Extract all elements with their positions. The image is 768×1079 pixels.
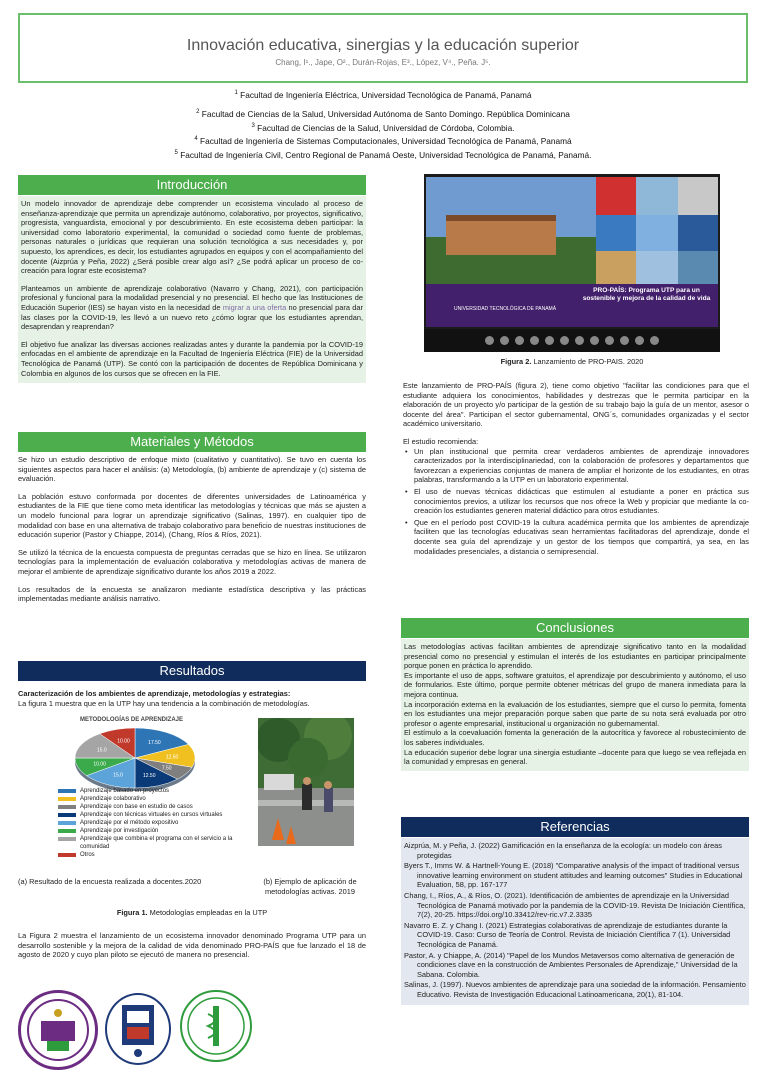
recommendation-list xyxy=(403,447,749,557)
utp-seal-icon xyxy=(21,993,95,1067)
list-item: • El uso de nuevas técnicas didácticas que estimulen al estudiante a poner en práctica sus conocimientos previos, a utilizar los recursos que nos ofrece la Web y propiciar que mediante la co-creación los estudiantes generen material didáctico para otros estudiantes. xyxy=(403,487,749,516)
right-body xyxy=(403,381,749,558)
propais-banner-title: PRO-PAÍS: Programa UTP para un sostenible y mejora de la calidad de vida xyxy=(582,287,711,302)
recommendation-title: El estudio recomienda: xyxy=(403,436,479,446)
participant-avatar xyxy=(605,336,614,345)
legend-label: Aprendizaje por investigación xyxy=(80,828,159,834)
methods-para-1: Se hizo un estudio descriptivo de enfoque mixto (cualitativo y cuantitativo). Se tuvo en cuenta los siguientes aspectos para hacer el análisis: (a) Metodología, (b) ambiente de aprendizaje y (c) sistema de evaluación. xyxy=(18,455,366,484)
conclusions-heading: Conclusiones xyxy=(401,618,749,638)
legend-label: Aprendizaje basado en proyectos xyxy=(80,788,170,794)
poster-title: Innovación educativa, sinergias y la educación superior xyxy=(186,37,580,54)
methods-para-2: La población estuvo conformada por docentes de diferentes universidades de Latinoamérica y estudiantes de la FIE que tiene como meta identificar las metodologías y técnicas que más se ajusten a un modelo funcional para lograr un aprendizaje significativo (Salinas, 1997). en cualquier tipo de modalidad con base en una alternativa de trabajo colaborativo para beneficio de nuestras instituciones de educación superior (Pastor y Chiappe, 2014), (Chang, Ríos & Ríos, 2021). xyxy=(18,491,366,540)
participant-avatar xyxy=(530,336,539,345)
figure-2-caption: Figura 2. Lanzamiento de PRO-PAIS. 2020 xyxy=(500,357,644,366)
uasd-seal-icon xyxy=(107,995,169,1063)
pie-chart xyxy=(70,725,200,791)
utp-banner-name: UNIVERSIDAD TECNOLÓGICA DE PANAMÁ xyxy=(454,306,557,312)
legend-label: Aprendizaje colaborativo xyxy=(80,796,146,802)
participant-avatar xyxy=(500,336,509,345)
legend-item xyxy=(58,803,253,811)
methods-heading: Materiales y Métodos xyxy=(18,432,366,452)
legend-item xyxy=(58,835,253,851)
utp-logo xyxy=(18,990,98,1070)
pie-data-label: 15.0 xyxy=(96,747,107,754)
affiliation-2: $^2$ Facultad de Ciencias de la Salud, Universidad Autónoma de Santo Domingo. República Dominicana xyxy=(196,108,570,119)
legend-label: Aprendizaje que combina el programa con el servicio a la comunidad xyxy=(80,836,233,850)
affiliation-4: $^4$ Facultad de Ingeniería de Sistemas Computacionales, Universidad Tecnológica de Panamá, Panamá xyxy=(194,136,572,147)
participant-avatar xyxy=(545,336,554,345)
participant-avatar xyxy=(635,336,644,345)
legend-swatch xyxy=(58,805,76,809)
intro-para-3: El objetivo fue analizar las diversas acciones realizadas antes y durante la pandemia por la COVID-19 enfocadas en el ambiente de aprendizaje en la Facultad de Ingeniería Eléctrica (FIE) de la Universidad Tecnológica de Panamá (UTP). Se contó con la participación de docentes de República Dominicana y Colombia en algunos de los cursos que se ofrecen en la FIE. xyxy=(21,339,363,378)
outdoor-activity-photo-icon xyxy=(258,718,354,846)
affiliation-1: $^1$ Facultad de Ingeniería Eléctrica, Universidad Tecnológica de Panamá, Panamá xyxy=(234,89,532,100)
pie-data-label: 12.50 xyxy=(142,773,156,780)
uasd-logo xyxy=(105,993,171,1065)
reference-item: Pastor, A. y Chiappe, A. (2014) "Papel de los Mundos Metaversos como alternativa de generación de condiciones clave en la construcción de Ambientes Personales de Aprendizaje," Universidad de la Sabana. Colombia. xyxy=(404,950,738,979)
conclusions-body xyxy=(401,639,749,771)
participant-avatar xyxy=(650,336,659,345)
legend-item xyxy=(58,851,253,859)
reference-item: Chang, I., Ríos, A., & Ríos, O. (2021). Identificación de ambientes de aprendizaje en la Universidad Tecnológica de Panamá motivado por la pandemia de la COVID-19. Revista De Iniciación Científica, 7(2), 20-25. https://doi.org/10.33412/rev-ric.v7.2.3335 xyxy=(404,890,746,920)
participant-avatar xyxy=(590,336,599,345)
figure-1-caption: Figura 1. Metodologías empleadas en la UTP xyxy=(116,908,268,917)
legend-swatch xyxy=(58,829,76,833)
chart-title: METODOLOGÍAS DE APRENDIZAJE xyxy=(80,717,184,723)
intro-body xyxy=(18,196,366,383)
propais-para: Este lanzamiento de PRO-PAÍS (figura 2), tiene como objetivo "facilitar las condiciones para que el estudiante adquiera los conocimientos, habilidades y destrezas que le permita participar en la elaboración de un proyecto y/o participar de la gestión de su trabajo bajo la guía de un mentor, asesor o docente del área". Participan el sector gubernamental, ONG´s, comunidades organizadas y el sector académico universitario. xyxy=(403,381,749,429)
chart-legend xyxy=(58,787,253,859)
legend-swatch xyxy=(58,797,76,801)
results-after: La Figura 2 muestra el lanzamiento de un ecosistema innovador denominado Programa UTP para un desarrollo sostenible y la mejora de la calidad de vida denominado PRO-PAÍS que fue lanzado el 18 de agosto de 2020 y cuyo plan piloto se ejecutó de manera no presencial. xyxy=(18,931,366,960)
reference-item: Salinas, J. (1997). Nuevos ambientes de aprendizaje para una sociedad de la información. Pensamiento Educativo. Revista de Investigación Educacional Latinoamericana, 20(1), 81-104. xyxy=(404,980,746,999)
pie-data-label: 10.00 xyxy=(93,761,106,768)
reference-item: Navarro E. Z. y Chang I. (2021) Estrategias colaborativas de aprendizaje de estudiantes durante la COVID-19. Caso: Curso de Teoría de Control. Revista de Iniciación Científica 7 (1). Universidad Tecnológica de Panamá. xyxy=(404,920,731,949)
participant-avatar xyxy=(515,336,524,345)
legend-item xyxy=(58,827,253,835)
caption-a: (a) Resultado de la encuesta realizada a docentes.2020 xyxy=(18,877,202,886)
list-item: • Un plan institucional que permita crear verdaderos ambientes de aprendizaje innovadores caracterizados por la interdisciplinariedad, con la colaboración de profesores y departamentos que favorezcan a experiencias conjuntas de manera de ampliar el horizonte de los estudiantes, en otras palabras, transformando a la UTP en un laboratorio experimental. xyxy=(403,447,749,485)
zoom-participant-bar xyxy=(424,329,720,352)
legend-label: Aprendizaje con base en estudio de casos xyxy=(80,804,193,810)
conclusion-para: El estímulo a la coevaluación fomenta la generación de la autocrítica y favorece al robustecimiento de los saberes individuales. xyxy=(404,728,746,747)
title-box xyxy=(18,13,748,83)
pie-data-label: 12.50 xyxy=(165,754,179,761)
pie-figure xyxy=(58,715,248,865)
participant-avatar xyxy=(485,336,494,345)
author-list: Chang, I¹., Jape, O²., Durán-Rojas, E³., López, V⁴., Peña. J⁵. xyxy=(275,58,491,67)
results-line: La figura 1 muestra que en la UTP hay una tendencia a la combinación de metodologías. xyxy=(18,698,310,708)
intro-heading: Introducción xyxy=(18,175,366,195)
legend-swatch xyxy=(58,853,76,857)
unicordoba-seal-icon xyxy=(182,992,250,1060)
unicordoba-logo xyxy=(180,990,252,1062)
results-intro xyxy=(18,689,366,708)
legend-swatch xyxy=(58,789,76,793)
legend-swatch xyxy=(58,821,76,825)
legend-item xyxy=(58,787,253,795)
conclusion-para: La educación superior debe lograr una sinergia estudiante –docente para que luego se vea reflejada en la comunidad y empresas en general. xyxy=(404,747,746,767)
methods-para-4: Los resultados de la encuesta se analizaron mediante estadística descriptiva y las prácticas implementadas mediante análisis narrativo. xyxy=(18,584,366,604)
caption-b: (b) Ejemplo de aplicación de metodologías activas. 2019 xyxy=(263,877,357,896)
legend-swatch xyxy=(58,813,76,817)
affiliation-3: $^3$ Facultad de Ciencias de la Salud, Universidad de Córdoba, Colombia. xyxy=(251,122,515,133)
legend-label: Aprendizaje con técnicas virtuales en cursos virtuales xyxy=(80,812,223,818)
pie-data-label: 15.0 xyxy=(113,772,123,779)
results-heading: Resultados xyxy=(18,661,366,681)
results-subtitle: Caracterización de los ambientes de aprendizaje, metodologías y estrategias: xyxy=(18,689,291,698)
conclusion-para: Es importante el uso de apps, software gratuitos, el aprendizaje por descubrimiento y autónomo, el uso de formularios. Este último, porque permite obtener métricas del grupo de manera inmediata para la mejora continua. xyxy=(404,670,746,699)
pie-data-label: 10.00 xyxy=(117,738,130,745)
conclusion-para: La incorporación externa en la evaluación de los estudiantes, siempre que el curso lo permita, fomenta en los estudiantes una mejor preparación porque saben que parte de su nota será evaluada por otro profesor o agente empresarial, institucional u organización no gubernamental. xyxy=(404,699,746,728)
reference-item: Aizprúa, M. y Peña, J. (2022) Gamificación en la enseñanza de la ecología: un modelo con áreas protegidas xyxy=(404,841,722,860)
participant-avatar xyxy=(575,336,584,345)
legend-swatch xyxy=(58,837,76,841)
legend-item xyxy=(58,811,253,819)
zoom-screenshot xyxy=(424,174,720,352)
legend-item xyxy=(58,795,253,803)
reference-item: Byers T., Imms W. & Hartnell-Young E. (2018) "Comparative analysis of the impact of traditional versus innovative learning environment on student attitudes and learning outcomes" Studies in Educational Evaluation, 58, pp. 167-177 xyxy=(404,861,743,890)
activity-photo xyxy=(258,718,354,846)
participant-avatar xyxy=(560,336,569,345)
methods-body xyxy=(18,455,366,612)
pie-data-label: 7.50 xyxy=(161,765,172,772)
affiliation-5: $^5$ Facultad de Ingeniería Civil, Centro Regional de Panamá Oeste, Universidad Tecnológica de Panamá, Panamá. xyxy=(174,149,592,160)
pie-data-label: 17.50 xyxy=(148,740,161,747)
intro-para-1: Un modelo innovador de aprendizaje debe comprender un ecosistema vinculado al proceso de enseñanza-aprendizaje que permita un aprendizaje autónomo, colaborativo, por proyectos, significativo, progresista, vanguardista, emocional y por descubrimiento. En este ecosistema deben participar: la universidad como laboratorio experimental, la comunidad o sociedad como fuente de problemas, personas naturales o jurídicas que requieran una solución tecnológica a sus necesidades y, por supuesto, los aprendices, es decir, los estudiantes agrupados en equipos y con el acompañamiento del docente (Aizprúa y Peña, 2022) ¿Será posible crear algo así? ¿Se podrá aplicar un proceso de co-creación para lograr este ecosistema? xyxy=(21,199,363,276)
intro-para-2: Planteamos un ambiente de aprendizaje colaborativo (Navarro y Chang, 2021), con participación profesional y funcional para la modalidad presencial y no presencial. El hecho que las Instituciones de Educación Superior (IES) se hayan visto en la necesidad de migrar a una oferta no presencial para dar las clases por la COVID-19, les llevó a un nuevo reto ¿cómo lograr que los estudiantes aprendan, desaprendan y reaprendan? xyxy=(21,283,363,332)
references-body xyxy=(401,838,749,1005)
legend-label: Otros xyxy=(80,852,95,858)
participant-avatar xyxy=(620,336,629,345)
references-heading: Referencias xyxy=(401,817,749,837)
legend-item xyxy=(58,819,253,827)
methods-para-3: Se utilizó la técnica de la encuesta compuesta de preguntas cerradas que se hizo en línea. Se utilizaron tecnologías para la implementación de evaluación colaborativa y metodologías activas de manera de mejorar el ambiente de aprendizaje significativo durante los años 2019 a 2022. xyxy=(18,547,366,576)
conclusion-para: Las metodologías activas facilitan ambientes de aprendizaje significativo tanto en la modalidad presencial como no presencial y estimulan el interés de los estudiantes en participar principalmente porque ponen en práctica lo aprendido. xyxy=(404,642,746,671)
list-item: • Que en el período post COVID-19 la cultura académica permita que los ambientes de aprendizaje faciliten que las tecnologías educativas sean herramientas facilitadoras del aprendizaje, donde el docente sea guía del aprendizaje y un gestor de los tiempos que compartirá, ya sea, en las modalidades presenciales, a distancia o semipresencial. xyxy=(403,518,749,556)
legend-label: Aprendizaje por el método expositivo xyxy=(80,820,179,826)
affiliations xyxy=(18,87,748,161)
